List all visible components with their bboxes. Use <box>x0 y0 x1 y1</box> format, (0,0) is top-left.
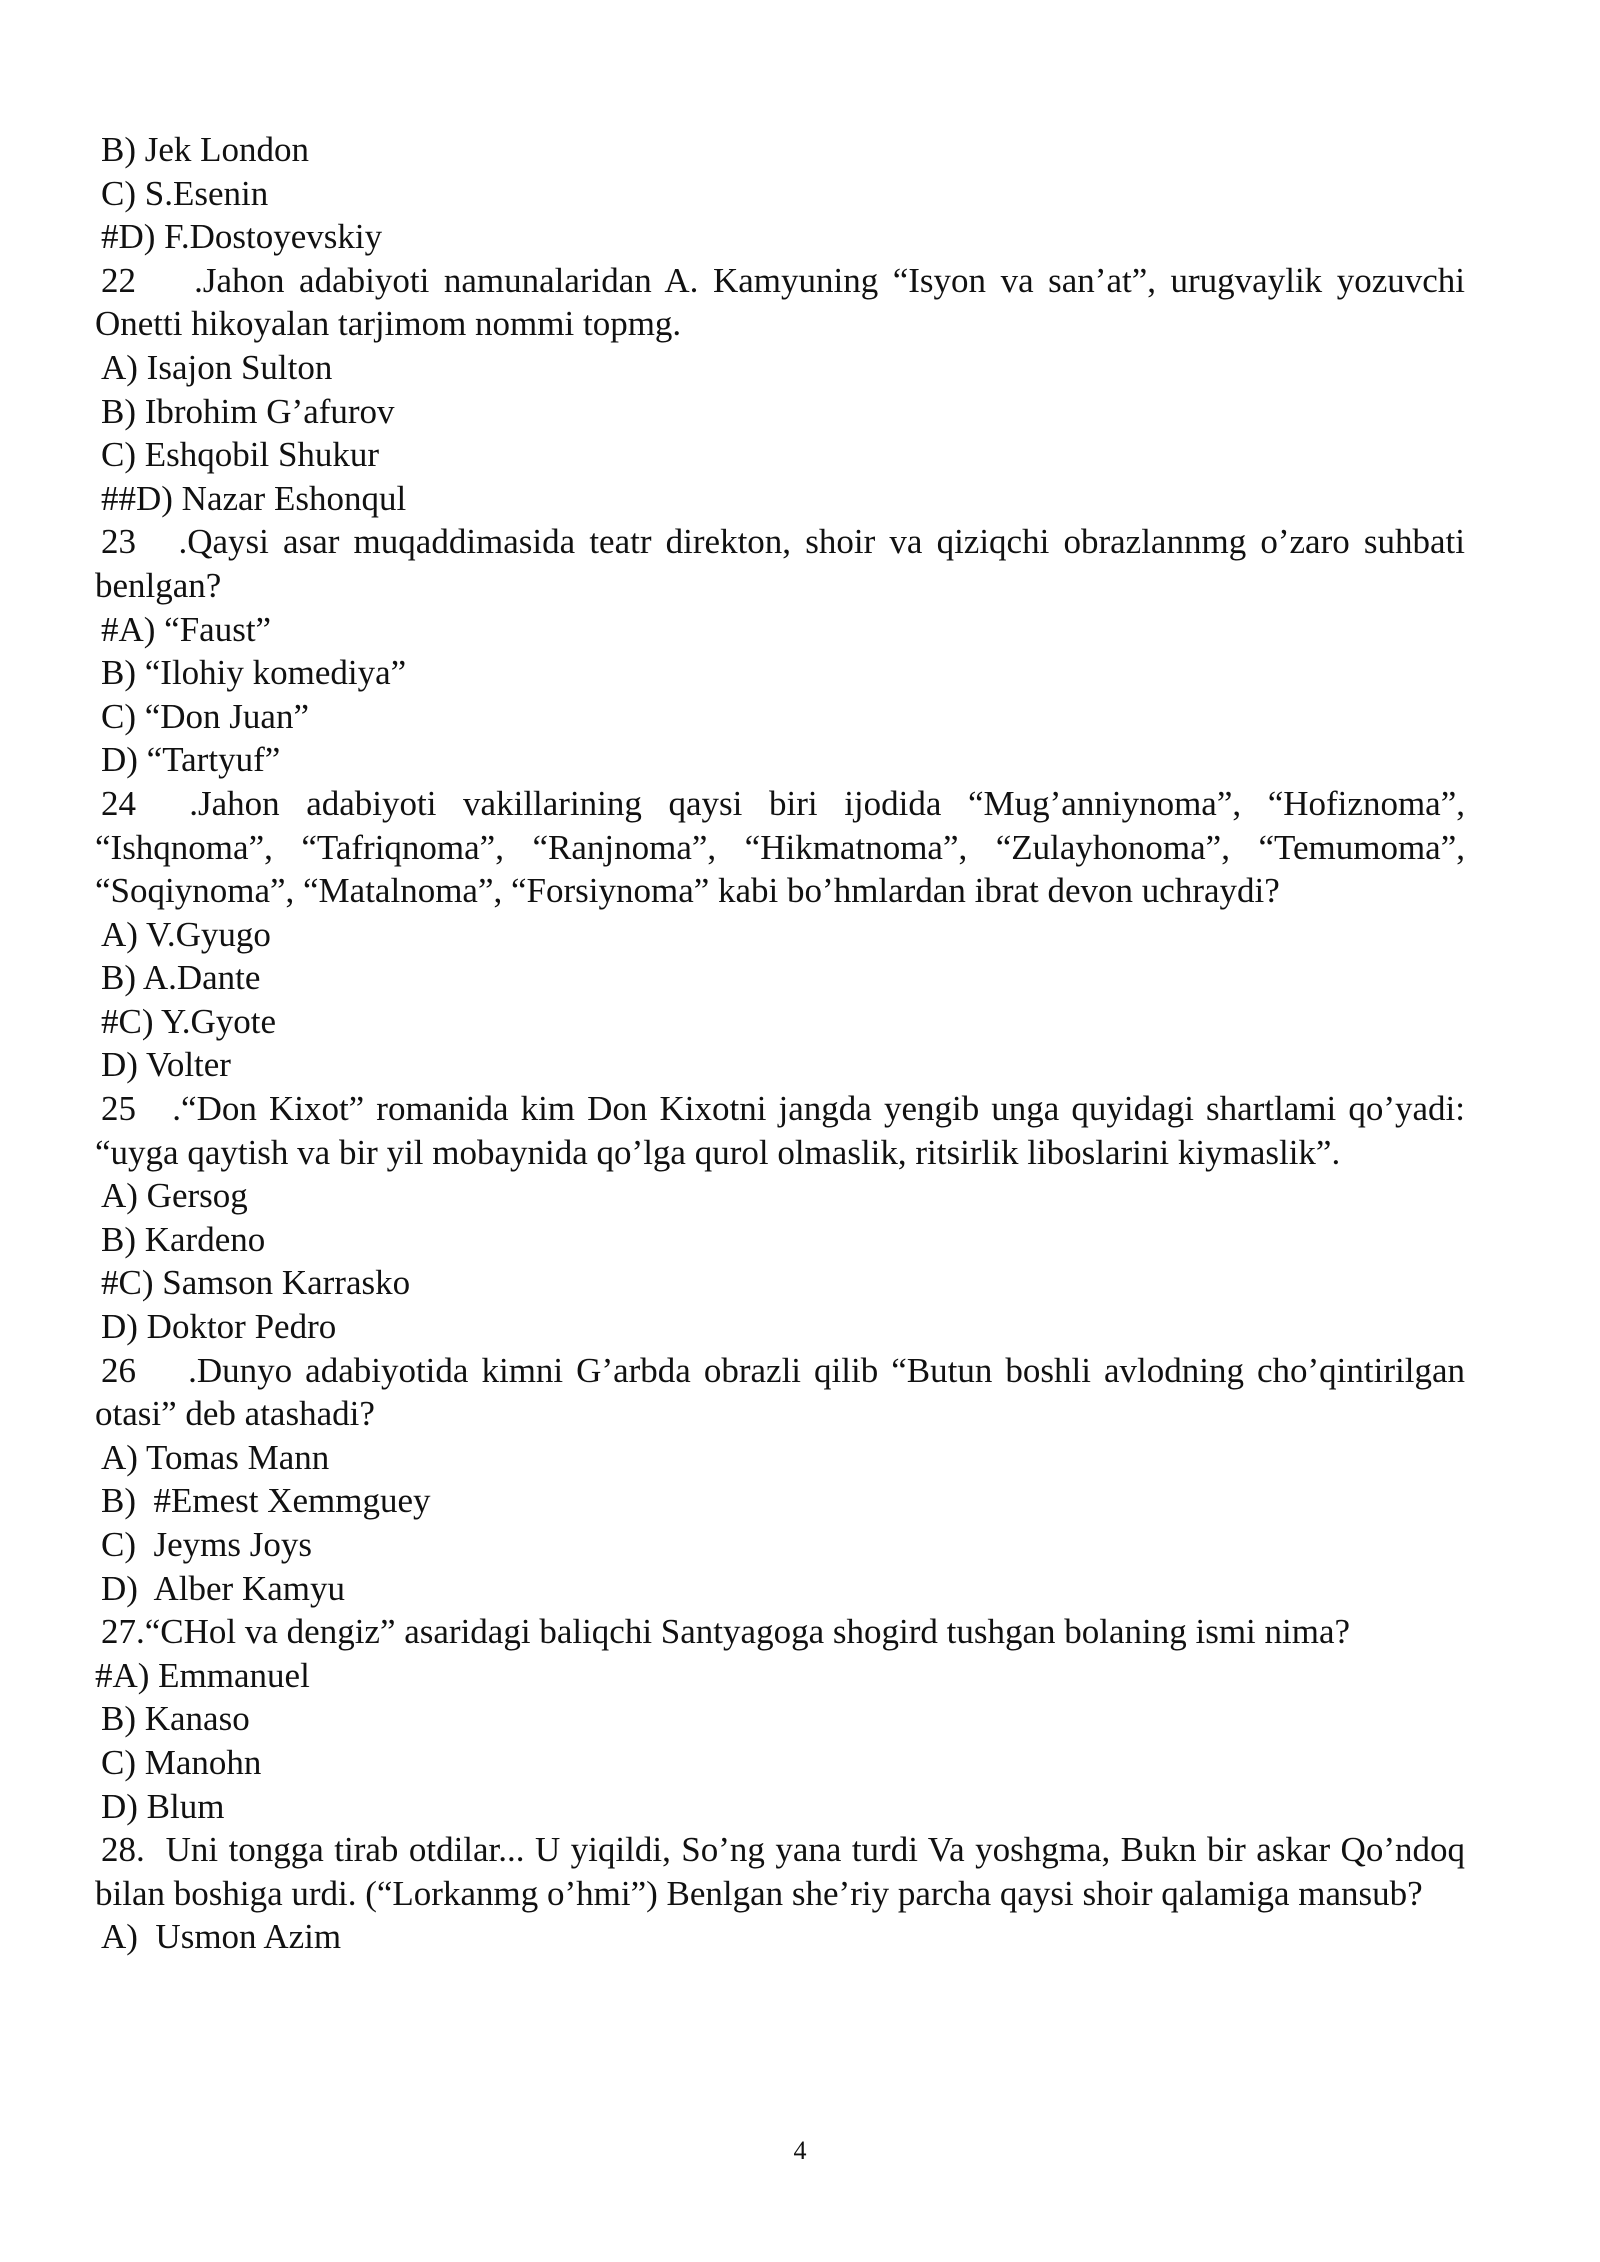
option-line: D) Volter <box>101 1045 231 1085</box>
document-body <box>95 128 1474 1959</box>
option-line: #A) Emmanuel <box>95 1655 310 1695</box>
question-text: .Jahon adabiyoti vakillarining qaysi biri ijodida “Mug’anniynoma”, “Hofiznoma”, “Ishqnoma”, “Tafriqnoma”, “Ranjnoma”, “Hikmatnoma”, “Zulayhonoma”, “Temumoma”, “Soqiynoma”, “Matalnoma”, “Forsiynoma” kabi bo’hmlardan ibrat devon uchraydi? <box>95 783 1474 911</box>
question-22 <box>95 259 1474 346</box>
question-number: 25 <box>101 1089 136 1129</box>
question-number: 22 <box>101 260 136 300</box>
option-line: B) Kanaso <box>101 1699 250 1739</box>
page-number: 4 <box>793 2136 807 2165</box>
question-28 <box>95 1828 1474 1915</box>
option-line: C) S.Esenin <box>101 173 269 213</box>
question-number: 28. <box>101 1830 145 1870</box>
option-line: ##D) Nazar Eshonqul <box>101 478 407 518</box>
question-25 <box>95 1087 1474 1174</box>
option-line: A) Gersog <box>101 1176 248 1216</box>
option-line: C) Jeyms Joys <box>101 1525 312 1564</box>
option-line: B) Kardeno <box>101 1219 266 1259</box>
option-line: B) Jek London <box>101 130 310 169</box>
question-26 <box>95 1349 1474 1436</box>
option-line: D) Alber Kamyu <box>101 1568 345 1608</box>
question-text: .Jahon adabiyoti namunalaridan A. Kamyuning “Isyon va san’at”, urugvaylik yozuvchi Onetti hikoyalan tarjimom nommi topmg. <box>95 260 1474 344</box>
option-line: A) V.Gyugo <box>101 914 271 954</box>
option-line: A) Usmon Azim <box>101 1917 342 1957</box>
question-number: 27. <box>101 1612 145 1652</box>
option-line: C) Manohn <box>101 1742 262 1782</box>
option-line: D) “Tartyuf” <box>101 740 281 780</box>
question-text: “CHol va dengiz” asaridagi baliqchi Santyagoga shogird tushgan bolaning ismi nima? <box>144 1612 1351 1652</box>
option-line: B) “Ilohiy komediya” <box>101 653 407 693</box>
option-line: D) Blum <box>101 1786 225 1826</box>
question-text: .Dunyo adabiyotida kimni G’arbda obrazli qilib “Butun boshli avlodning cho’qintirilgan otasi” deb atashadi? <box>95 1350 1474 1434</box>
option-line: C) Eshqobil Shukur <box>101 435 380 475</box>
option-line: B) #Emest Xemmguey <box>101 1481 431 1521</box>
option-line: #A) “Faust” <box>101 609 272 649</box>
question-text: .Qaysi asar muqaddimasida teatr direkton, shoir va qiziqchi obrazlannmg o’zaro suhbati benlgan? <box>95 522 1474 605</box>
option-line: B) Ibrohim G’afurov <box>101 391 395 431</box>
question-23 <box>95 520 1474 607</box>
option-line: B) A.Dante <box>101 958 261 998</box>
option-line: #C) Y.Gyote <box>101 1001 276 1041</box>
question-number: 26 <box>101 1350 136 1390</box>
option-line: D) Doktor Pedro <box>101 1307 337 1347</box>
question-27 <box>95 1610 1465 1654</box>
question-text: Uni tongga tirab otdilar... U yiqildi, So’ng yana turdi Va yoshgma, Bukn bir askar Qo’ndoq bilan boshiga urdi. (“Lorkanmg o’hmi”) Benlgan she’riy parcha qaysi shoir qalamiga mansub? <box>95 1830 1474 1913</box>
question-text: .“Don Kixot” romanida kim Don Kixotni jangda yengib unga quyidagi shartlami qo’yadi: “uyga qaytish va bir yil mobaynida qo’lga qurol olmaslik, ritsirlik liboslarini kiymaslik”. <box>95 1089 1474 1172</box>
question-24 <box>95 782 1474 913</box>
option-line: A) Tomas Mann <box>101 1437 330 1477</box>
option-line: #D) F.Dostoyevskiy <box>101 217 383 257</box>
option-line: C) “Don Juan” <box>101 696 310 736</box>
option-line: A) Isajon Sulton <box>101 347 333 387</box>
question-number: 24 <box>101 783 136 823</box>
option-line: #C) Samson Karrasko <box>101 1263 411 1303</box>
question-number: 23 <box>101 522 136 562</box>
